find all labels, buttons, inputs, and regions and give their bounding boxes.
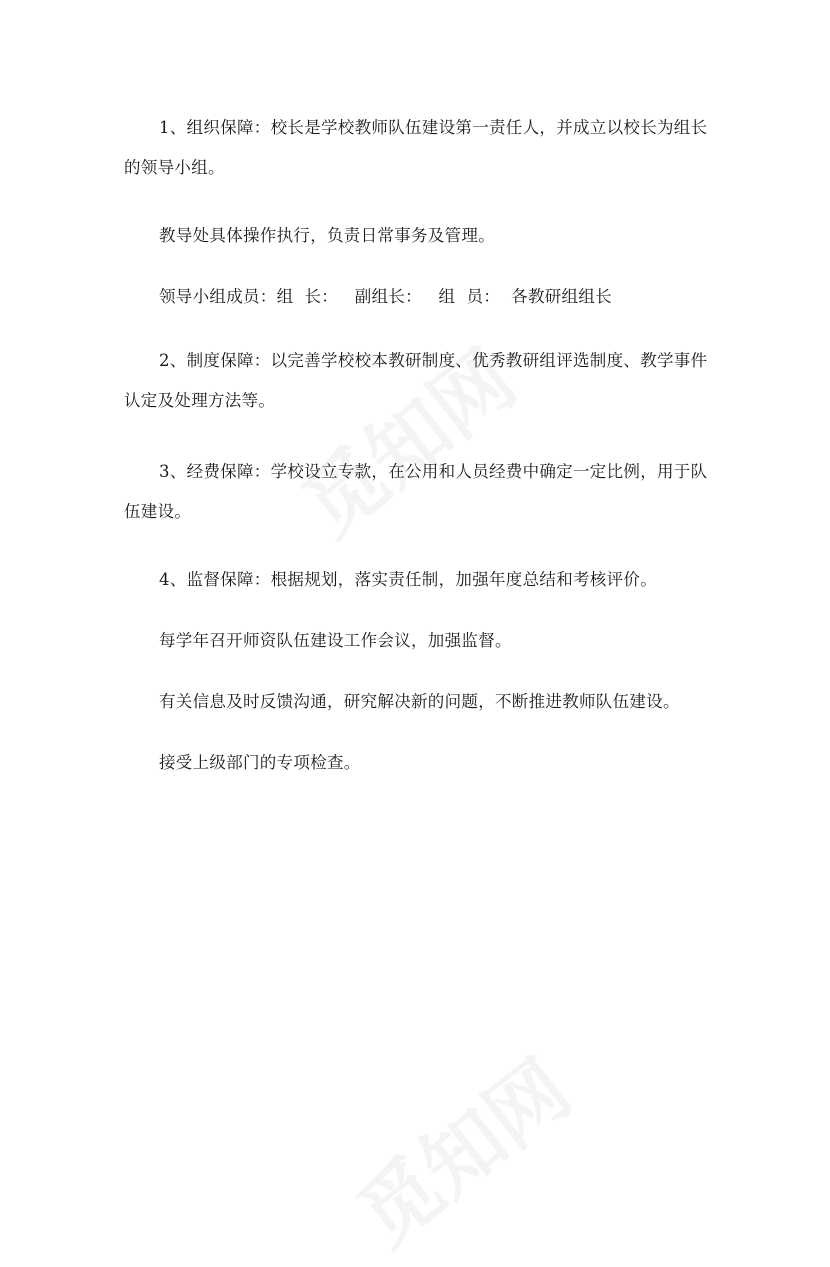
paragraph-inspection: 接受上级部门的专项检查。: [159, 753, 361, 772]
paragraph-supervision-guarantee: 4、监督保障：根据规划，落实责任制，加强年度总结和考核评价。: [159, 570, 657, 589]
watermark-stamp: [330, 1028, 590, 1266]
paragraph-funding-guarantee: 3、经费保障：学校设立专款，在公用和人员经费中确定一定比例，用于队伍建设。: [124, 462, 708, 521]
paragraph-leadership-members: 领导小组成员：组 长： 副组长： 组 员： 各教研组组长: [159, 287, 612, 306]
paragraph-feedback: 有关信息及时反馈沟通，研究解决新的问题，不断推进教师队伍建设。: [159, 692, 680, 711]
paragraph-annual-meeting: 每学年召开师资队伍建设工作会议，加强监督。: [159, 631, 512, 650]
paragraph-teaching-office: 教导处具体操作执行，负责日常事务及管理。: [159, 226, 495, 245]
document-body: [124, 108, 709, 807]
paragraph-organization-guarantee: 1、组织保障：校长是学校教师队伍建设第一责任人，并成立以校长为组长的领导小组。: [124, 118, 708, 177]
paragraph-system-guarantee: 2、制度保障：以完善学校校本教研制度、优秀教研组评选制度、教学事件认定及处理方法等。: [124, 351, 708, 410]
